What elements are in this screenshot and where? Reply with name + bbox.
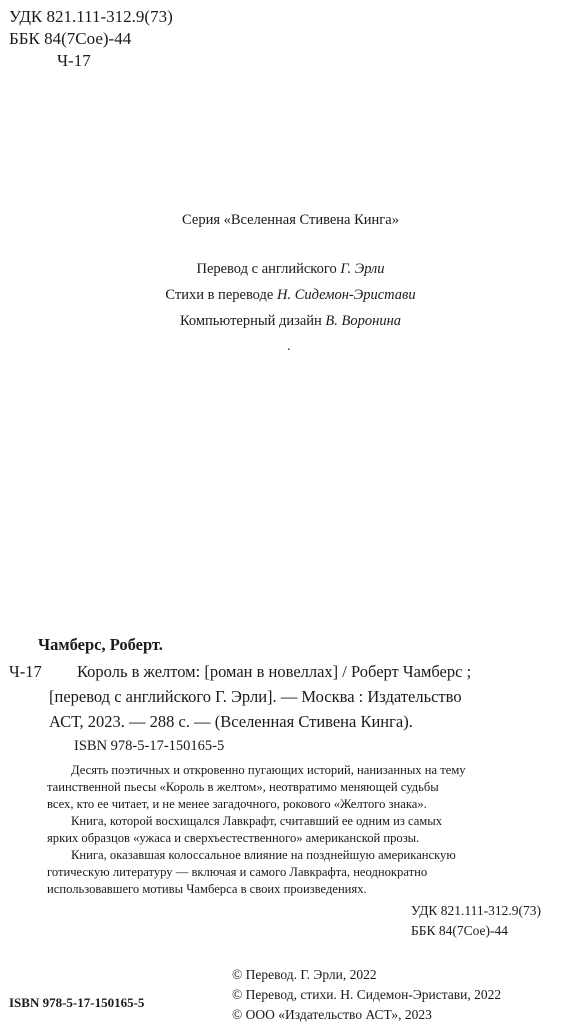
annotation-line: Десять поэтичных и откровенно пугающих историй, нанизанных на тему: [71, 763, 466, 777]
bottom-classification-codes: [411, 901, 541, 941]
poems-translator-name: Н. Сидемон-Эристави: [276, 287, 416, 303]
series-title: Серия «Вселенная Стивена Кинга»: [182, 212, 399, 228]
entry-isbn: ISBN 978-5-17-150165-5: [74, 738, 225, 754]
entry-description: [49, 659, 471, 734]
top-classification-codes: [9, 6, 173, 72]
author-mark: Ч-17: [57, 51, 91, 70]
series-block: [0, 211, 581, 229]
entry-line-2: [перевод с английского Г. Эрли]. — Москва : Издательство: [49, 687, 462, 706]
design-credit: Компьютерный дизайн В. Воронина: [179, 313, 402, 329]
annotation-line: использовавшего мотивы Чамберса в своих произведениях.: [47, 882, 367, 896]
copyright-line: © Перевод, стихи. Н. Сидемон-Эристави, 2022: [232, 987, 502, 1002]
designer-name: В. Воронина: [325, 313, 402, 329]
copyright-line: © ООО «Издательство АСТ», 2023: [232, 1007, 432, 1022]
annotation-line: ярких образцов «ужаса и сверхъестественного» американской прозы.: [47, 831, 420, 845]
annotation-line: всех, кто ее читает, и не менее загадочного, рокового «Желтого знака».: [47, 797, 427, 811]
translation-credit: Перевод с английского Г. Эрли: [196, 261, 385, 277]
udk-code: УДК 821.111-312.9(73): [9, 7, 173, 26]
isbn-bold: ISBN 978-5-17-150165-5: [9, 995, 145, 1010]
author-heading: Чамберс, Роберт.: [38, 635, 163, 654]
poems-credit: Стихи в переводе Н. Сидемон-Эристави: [165, 287, 416, 303]
entry-mark: Ч-17: [9, 662, 42, 681]
annotation-line: таинственной пьесы «Король в желтом», неотвратимо меняющей судьбы: [47, 780, 439, 794]
entry-line-3: АСТ, 2023. — 288 с. — (Вселенная Стивена Кинга).: [49, 712, 413, 731]
annotation-line: Книга, оказавшая колоссальное влияние на позднейшую американскую: [71, 848, 456, 862]
bbk-code-bottom: ББК 84(7Сое)-44: [411, 923, 509, 938]
annotation-line: Книга, которой восхищался Лавкрафт, считавший ее одним из самых: [71, 814, 443, 828]
credits-block: [0, 256, 581, 334]
copyright-line: © Перевод. Г. Эрли, 2022: [232, 967, 377, 982]
annotation-line: готическую литературу — включая и самого Лавкрафта, неоднократно: [47, 865, 428, 879]
translator-name: Г. Эрли: [340, 261, 385, 277]
annotation: [47, 762, 571, 898]
center-dot: .: [287, 339, 291, 354]
entry-line-1: Король в желтом: [роман в новеллах] / Роберт Чамберс ;: [77, 662, 472, 681]
udk-code-bottom: УДК 821.111-312.9(73): [411, 903, 542, 918]
copyright-block: [232, 965, 501, 1025]
bbk-code: ББК 84(7Сое)-44: [9, 29, 132, 48]
